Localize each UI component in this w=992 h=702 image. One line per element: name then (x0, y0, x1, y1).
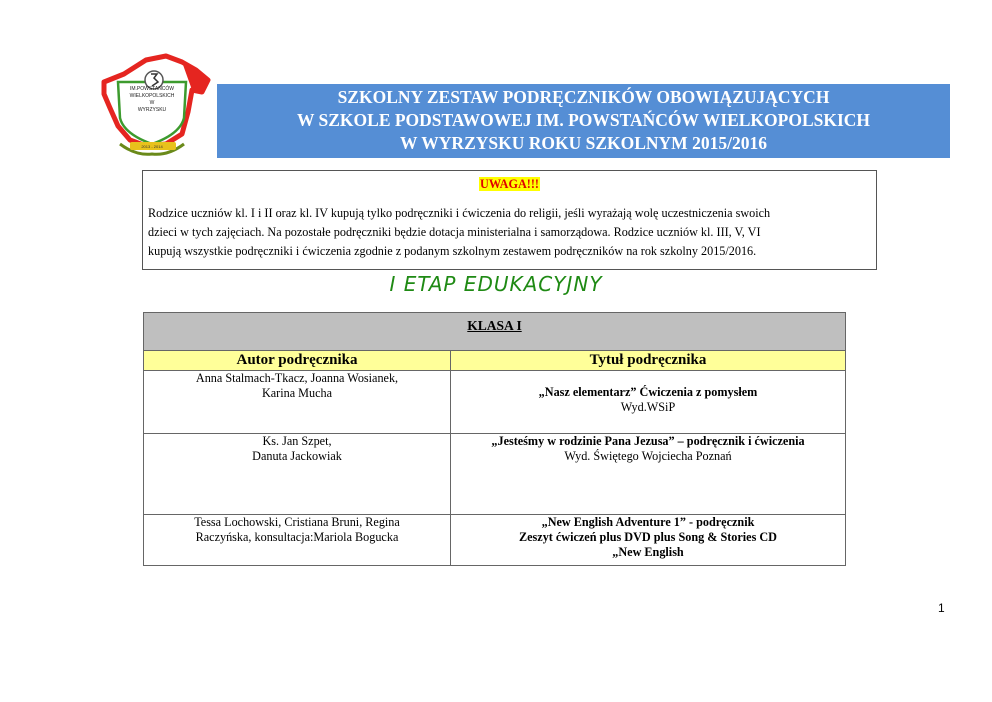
notice-line-2: dzieci w tych zajęciach. Na pozostałe podręczniki będzie dotacja ministerialna i samorządowa. Rodzice uczniów kl. III, V, VI (148, 225, 761, 239)
notice-title: UWAGA!!! (480, 177, 539, 191)
title-cell: „Nasz elementarz” Ćwiczenia z pomysłem Wyd.WSiP (451, 371, 846, 434)
table-row (144, 371, 846, 434)
author-cell: Anna Stalmach-Tkacz, Joanna Wosianek, Karina Mucha (144, 371, 451, 434)
logo-date: 2013 - 2014 (141, 144, 163, 149)
header-line-3: W WYRZYSKU ROKU SZKOLNYM 2015/2016 (400, 133, 767, 153)
author-cell: Tessa Lochowski, Cristiana Bruni, Regina Raczyńska, konsultacja:Mariola Bogucka (144, 515, 451, 566)
header-line-1: SZKOLNY ZESTAW PODRĘCZNIKÓW OBOWIĄZUJĄCYCH (337, 87, 830, 107)
logo-text: IM.POWSTAŃCÓW WIELKOPOLSKICH W WYRZYSKU (129, 86, 175, 113)
column-header-author: Autor podręcznika (144, 351, 451, 371)
notice-line-3: kupują wszystkie podręczniki i ćwiczenia zgodnie z podanym szkolnym zestawem podręczników na rok szkolny 2015/2016. (148, 244, 757, 258)
table-row (144, 515, 846, 566)
column-header-title: Tytuł podręcznika (451, 351, 846, 371)
author-cell: Ks. Jan Szpet, Danuta Jackowiak (144, 434, 451, 515)
title-cell: „New English Adventure 1” - podręcznik Zeszyt ćwiczeń plus DVD plus Song & Stories CD „New English (451, 515, 846, 566)
header-banner (217, 84, 950, 158)
title-cell: „Jesteśmy w rodzinie Pana Jezusa” – podręcznik i ćwiczenia Wyd. Świętego Wojciecha Poznań (451, 434, 846, 515)
textbook-table (143, 312, 846, 566)
notice-box (142, 170, 877, 270)
notice-line-1: Rodzice uczniów kl. I i II oraz kl. IV kupują tylko podręczniki i ćwiczenia do religii, jeśli wyrażają wolę uczestniczenia swoich (148, 206, 771, 220)
class-title: KLASA I (144, 313, 846, 351)
page-number: 1 (938, 601, 945, 615)
table-row (144, 434, 846, 515)
header-line-2: W SZKOLE PODSTAWOWEJ IM. POWSTAŃCÓW WIELKOPOLSKICH (296, 110, 871, 130)
school-logo (96, 52, 212, 164)
stage-title: I ETAP EDUKACYJNY (389, 272, 603, 296)
